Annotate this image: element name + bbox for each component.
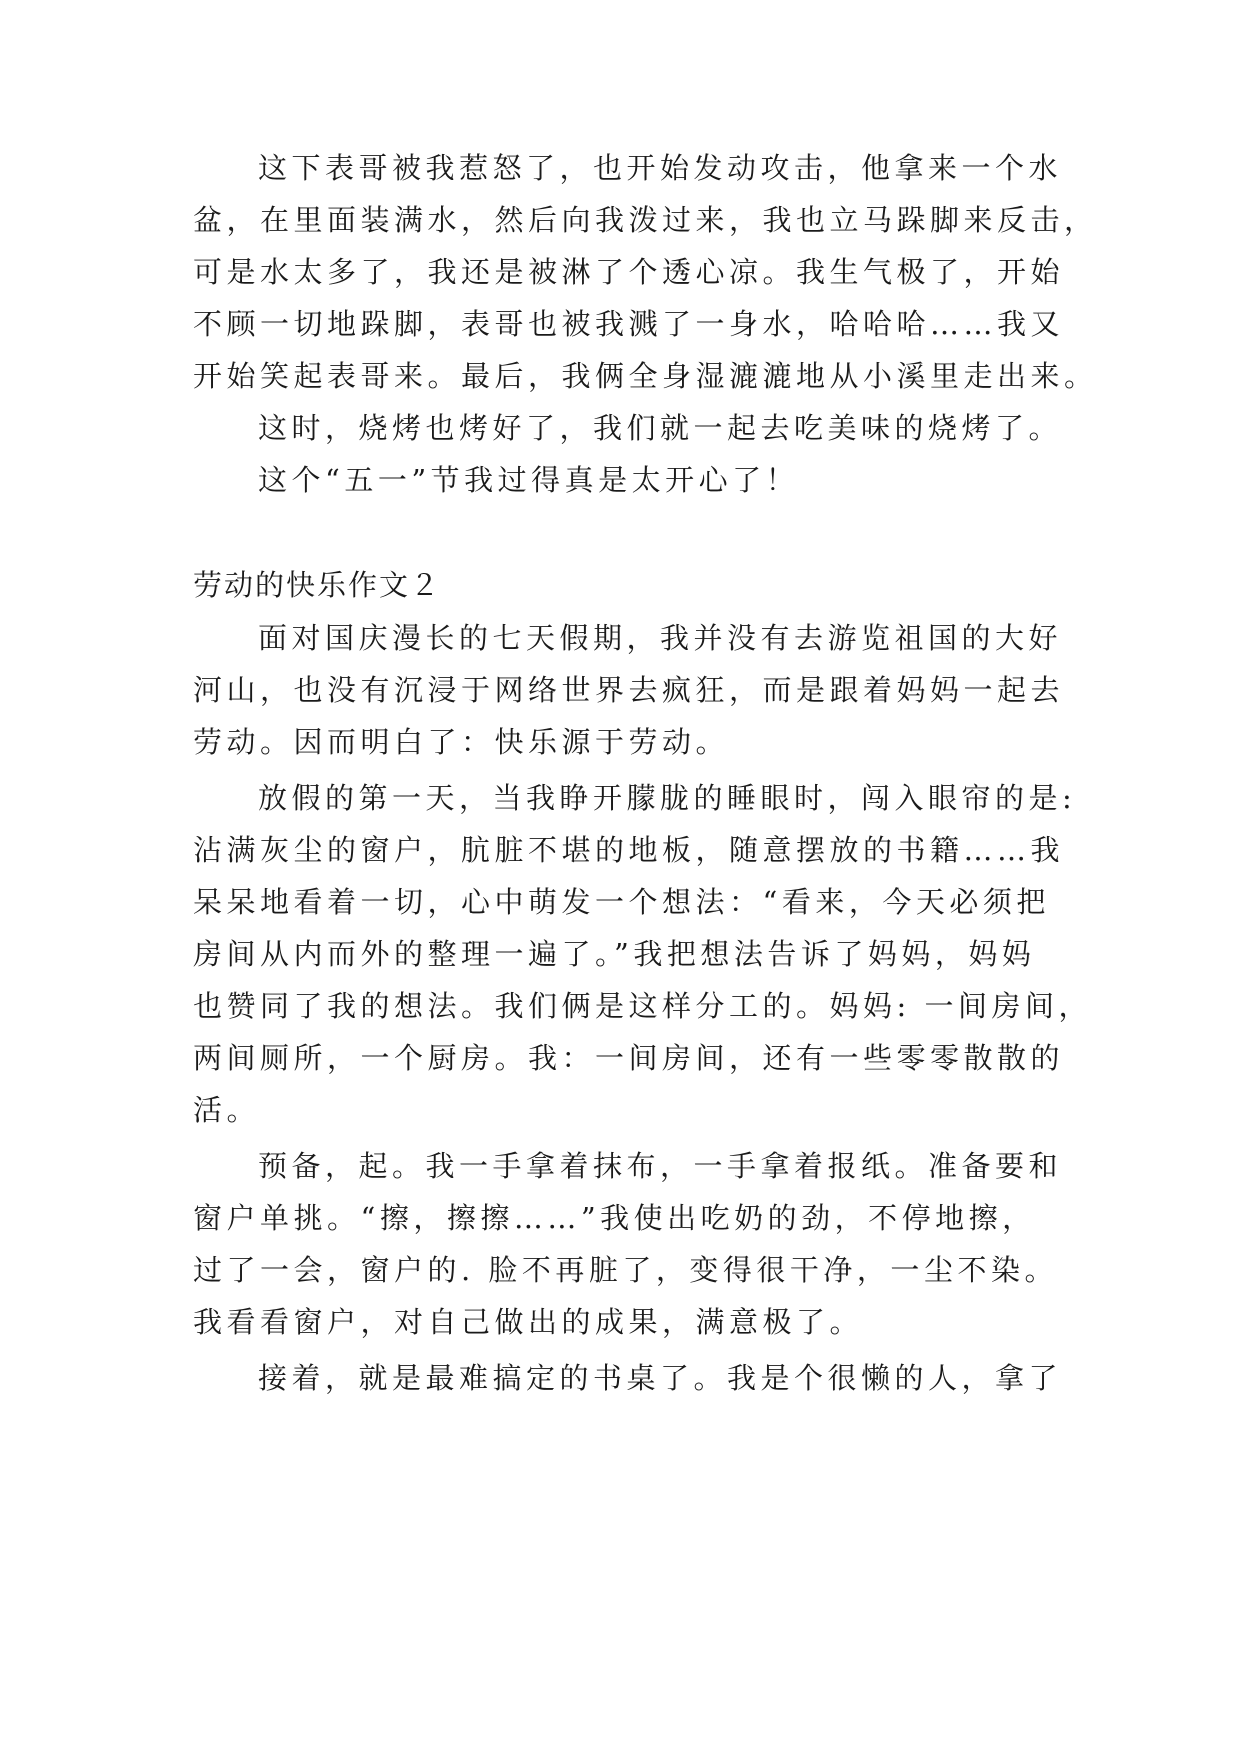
paragraph-line: 预备，起。我一手拿着抹布，一手拿着报纸。准备要和 xyxy=(258,1149,1063,1183)
paragraph-line: 两间厕所，一个厨房。我：一间房间，还有一些零零散散的 xyxy=(193,1041,1065,1075)
paragraph-line: 河山，也没有沉浸于网络世界去疯狂，而是跟着妈妈一起去 xyxy=(193,673,1065,707)
paragraph-line: 可是水太多了，我还是被淋了个透心凉。我生气极了，开始 xyxy=(193,255,1065,289)
paragraph-line: 呆呆地看着一切，心中萌发一个想法：“看来，今天必须把 xyxy=(193,885,1050,919)
paragraph-line: 劳动。因而明白了：快乐源于劳动。 xyxy=(193,725,730,759)
paragraph-line: 沾满灰尘的窗户，肮脏不堪的地板，随意摆放的书籍……我 xyxy=(193,833,1065,867)
paragraph-line: 盆，在里面装满水，然后向我泼过来，我也立马跺脚来反击， xyxy=(193,203,1098,237)
paragraph-line: 房间从内而外的整理一遍了。”我把想法告诉了妈妈，妈妈 xyxy=(193,937,1036,971)
paragraph-line: 过了一会，窗户的. 脸不再脏了，变得很干净，一尘不染。 xyxy=(193,1253,1058,1287)
paragraph-line: 这时，烧烤也烤好了，我们就一起去吃美味的烧烤了。 xyxy=(258,411,1063,445)
paragraph-line: 这个“五一”节我过得真是太开心了！ xyxy=(258,463,800,497)
paragraph-line: 不顾一切地跺脚，表哥也被我溅了一身水，哈哈哈……我又 xyxy=(193,307,1065,341)
paragraph-line: 接着，就是最难搞定的书桌了。我是个很懒的人，拿了 xyxy=(258,1361,1063,1395)
paragraph-line: 放假的第一天，当我睁开朦胧的睡眼时，闯入眼帘的是: xyxy=(258,781,1077,815)
paragraph-line: 也赞同了我的想法。我们俩是这样分工的。妈妈: 一间房间， xyxy=(193,989,1092,1023)
paragraph-line: 我看看窗户，对自己做出的成果，满意极了。 xyxy=(193,1305,864,1339)
paragraph-line: 开始笑起表哥来。最后，我俩全身湿漉漉地从小溪里走出来。 xyxy=(193,359,1098,393)
paragraph-line: 活。 xyxy=(193,1093,261,1127)
paragraph-line: 面对国庆漫长的七天假期，我并没有去游览祖国的大好 xyxy=(258,621,1063,655)
section-title: 劳动的快乐作文２ xyxy=(193,568,442,602)
paragraph-line: 窗户单挑。“擦，擦擦……”我使出吃奶的劲，不停地擦， xyxy=(193,1201,1036,1235)
paragraph-line: 这下表哥被我惹怒了，也开始发动攻击，他拿来一个水 xyxy=(258,151,1063,185)
